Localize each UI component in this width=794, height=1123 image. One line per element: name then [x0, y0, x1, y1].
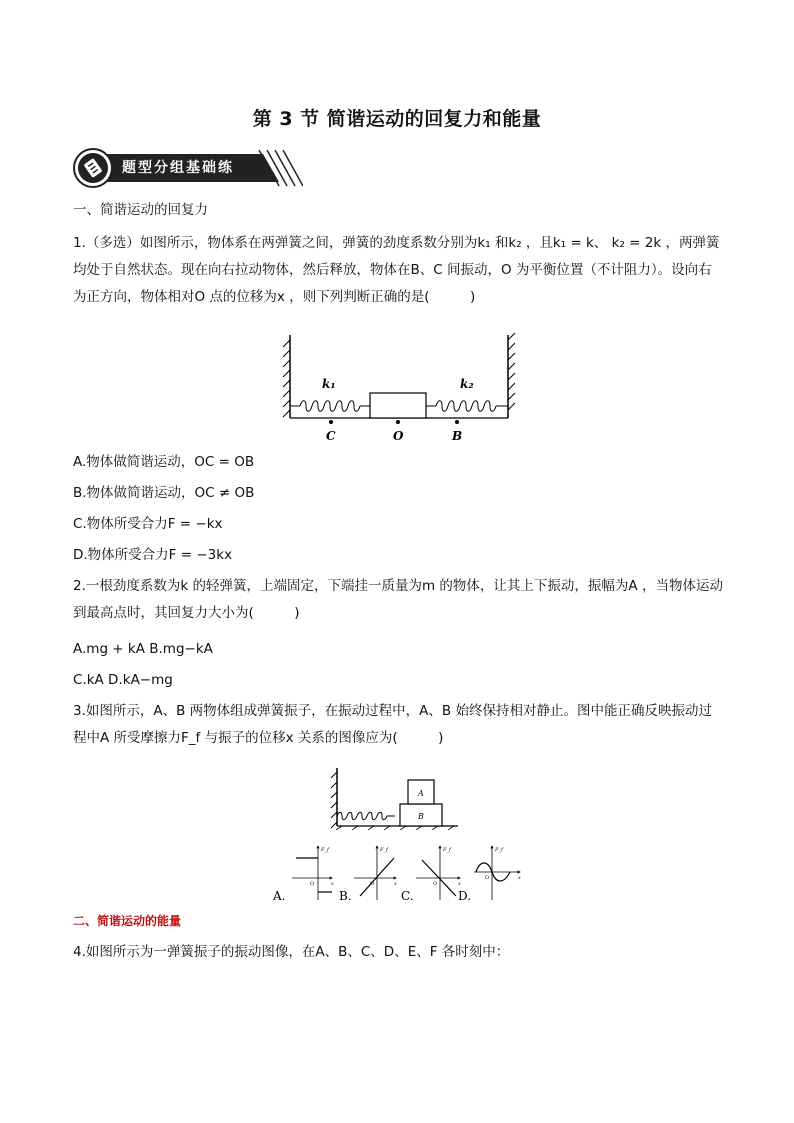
graph-a-x-label: x	[331, 881, 334, 887]
graph-d	[458, 846, 521, 903]
graph-c-origin: O	[433, 881, 438, 887]
question-3-stem: 3.如图所示，A、B 两物体组成弹簧振子，在振动过程中，A、B 始终保持相对静止。图中能正确反映振动过程中A 所受摩擦力F_f 与振子的位移x 关系的图像应为( )	[73, 703, 712, 746]
k1-label: k₁	[322, 377, 336, 391]
block-a-label: A	[418, 789, 424, 798]
graph-d-letter: D.	[458, 889, 472, 903]
graph-b-letter: B.	[339, 889, 352, 903]
point-c	[329, 420, 333, 424]
graph-c-y-label: F_f	[443, 847, 451, 853]
graph-d-x-label: x	[518, 875, 521, 881]
section-heading-1: 一、简谐运动的回复力	[73, 202, 208, 218]
label-b: B	[452, 429, 463, 443]
point-o	[396, 420, 400, 424]
question-1-option-c: C.物体所受合力F = −kx	[73, 516, 223, 532]
block-b-label: B	[418, 812, 424, 821]
point-b	[455, 420, 459, 424]
graph-options	[270, 840, 530, 906]
graph-a-letter: A.	[273, 889, 286, 903]
label-c: C	[326, 429, 336, 443]
spring-mass-figure	[280, 330, 520, 448]
graph-c-letter: C.	[401, 889, 414, 903]
question-2-options-ab: A.mg + kA B.mg−kA	[73, 641, 213, 657]
banner-label: 题型分组基础练	[122, 160, 234, 176]
question-1-stem: 1.（多选）如图所示，物体系在两弹簧之间，弹簧的劲度系数分别为k₁ 和k₂ ，且k₁ = k、 k₂ = 2k ，两弹簧均处于自然状态。现在向右拉动物体，然后释放，物体在B、C 间振动，O 为平衡位置（不计阻力）。设向右为正方向，物体相对O 点的位移为x ，则下列判断正确的是( )	[73, 235, 720, 305]
question-1-option-a: A.物体做简谐运动，OC = OB	[73, 454, 255, 470]
graph-b	[339, 846, 397, 903]
question-2-options-cd: C.kA D.kA−mg	[73, 672, 173, 688]
graph-b-x-label: x	[394, 881, 397, 887]
question-1-option-d: D.物体所受合力F = −3kx	[73, 547, 233, 563]
graph-c	[401, 846, 461, 903]
graph-b-y-label: F_f	[380, 847, 388, 853]
graph-a-origin: O	[310, 881, 315, 887]
page-title: 第 3 节 简谐运动的回复力和能量	[252, 108, 542, 130]
k2-label: k₂	[460, 377, 474, 391]
graph-d-y-label: F_f	[495, 847, 503, 853]
graph-b-origin: O	[370, 881, 375, 887]
question-1-option-b: B.物体做简谐运动，OC ≠ OB	[73, 485, 255, 501]
graph-d-origin: O	[485, 875, 490, 881]
label-o: O	[393, 429, 404, 443]
stacked-blocks-figure	[330, 766, 460, 830]
graph-a	[272, 846, 334, 903]
question-2-stem: 2.一根劲度系数为k 的轻弹簧，上端固定，下端挂一质量为m 的物体，让其上下振动，振幅为A ，当物体运动到最高点时，其回复力大小为( )	[73, 578, 723, 621]
graph-c-x-label: x	[458, 881, 461, 887]
graph-a-y-label: F_f	[321, 847, 329, 853]
question-4-stem: 4.如图所示为一弹簧振子的振动图像，在A、B、C、D、E、F 各时刻中：	[73, 944, 510, 960]
section-heading-2: 二、简谐运动的能量	[73, 914, 182, 928]
